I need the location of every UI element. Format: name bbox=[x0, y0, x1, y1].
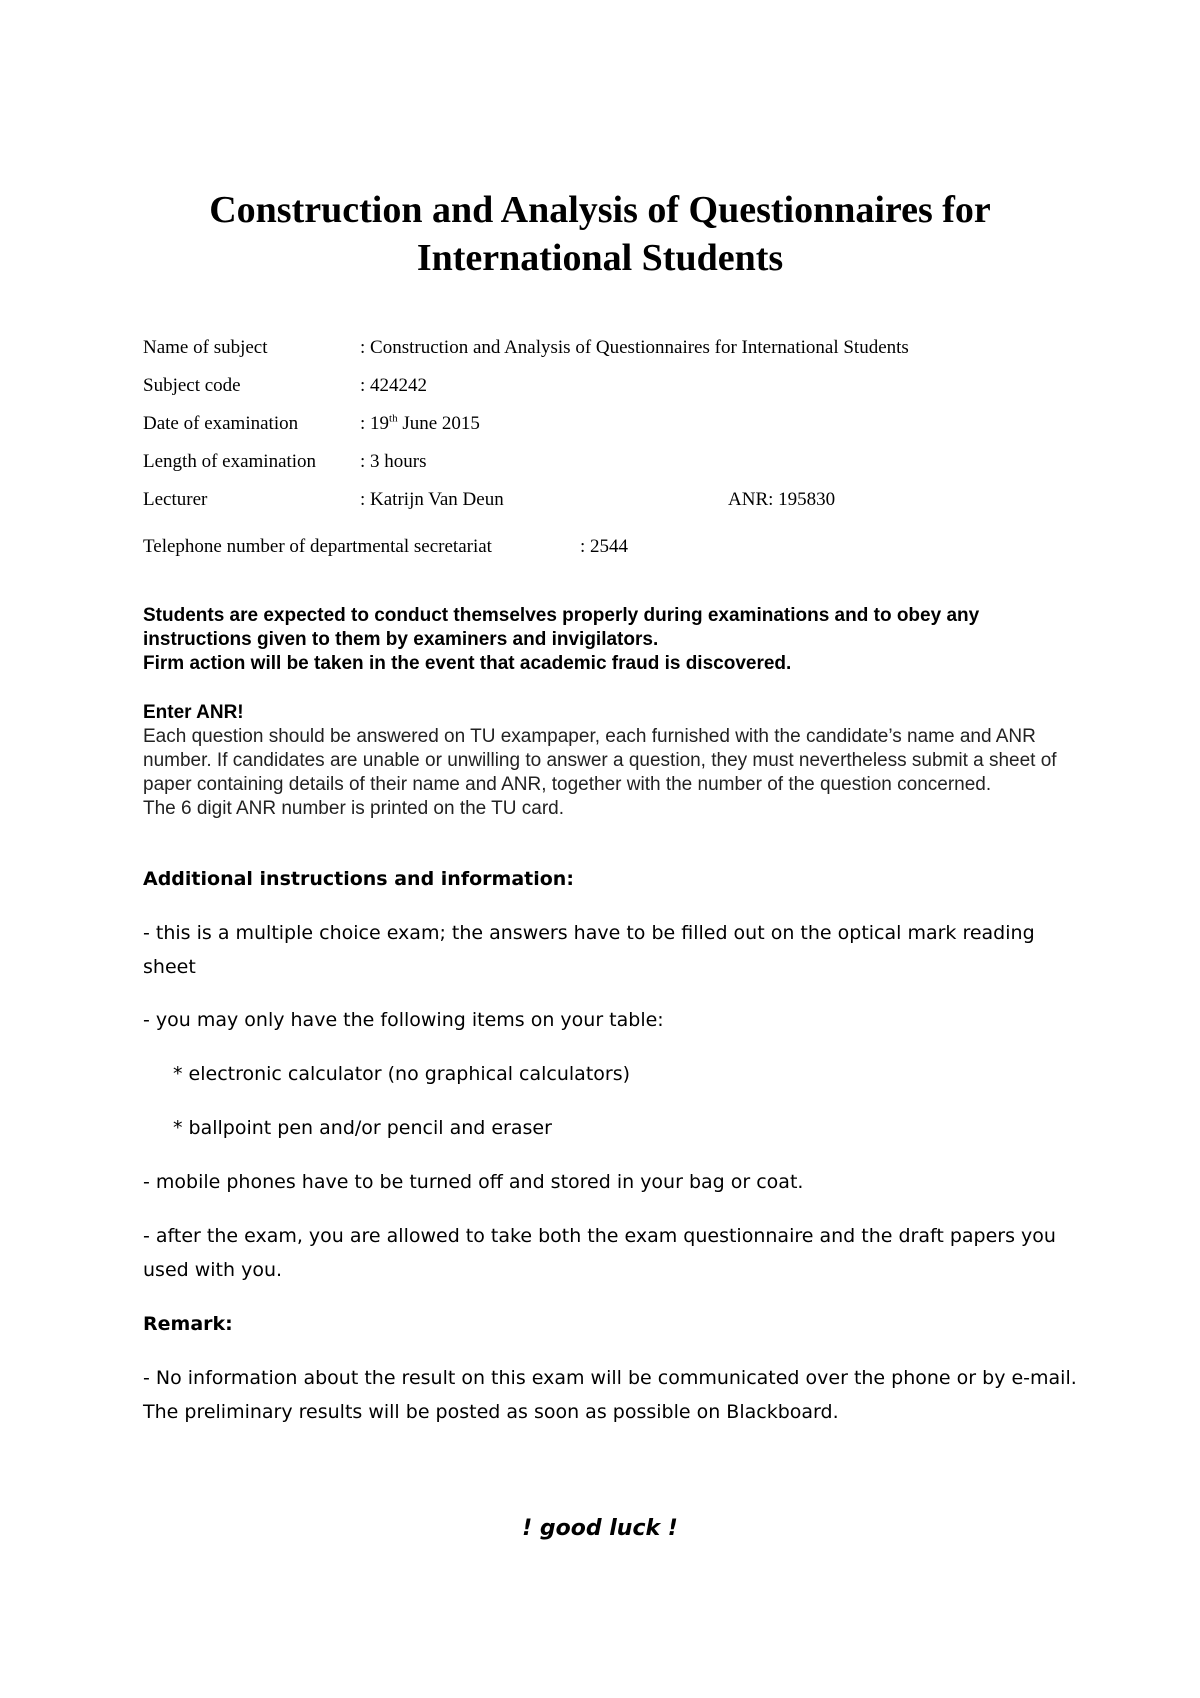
instruction-multiple-choice: - this is a multiple choice exam; the answers have to be filled out on the optical mark reading sheet bbox=[143, 922, 1035, 978]
title-line-2: International Students bbox=[416, 237, 784, 279]
anr-card-note: The 6 digit ANR number is printed on the TU card. bbox=[143, 798, 565, 819]
fraud-warning-text: Firm action will be taken in the event that academic fraud is discovered. bbox=[143, 653, 792, 674]
lecturer-value: : Katrijn Van Deun bbox=[360, 489, 504, 510]
instruction-allowed-items: - you may only have the following items on your table: bbox=[143, 1009, 664, 1031]
title-line-1: Construction and Analysis of Questionnaires for bbox=[209, 189, 991, 231]
conduct-warning bbox=[143, 604, 1083, 676]
subject-code-label: Subject code bbox=[143, 375, 241, 396]
anr-instructions: Each question should be answered on TU exampaper, each furnished with the candidate’s name and ANR number. If candidates are unable or unwilling to answer a question, they must nevertheless submit a sheet of paper containing details of their name and ANR, together with the number of the question concerned. bbox=[143, 726, 1057, 795]
subject-code-value: : 424242 bbox=[360, 375, 428, 396]
allowed-item-calculator: * electronic calculator (no graphical calculators) bbox=[173, 1063, 631, 1085]
additional-heading: Additional instructions and information: bbox=[143, 868, 574, 890]
page-title bbox=[100, 186, 1100, 282]
lecturer-label: Lecturer bbox=[143, 489, 208, 510]
telephone-row bbox=[143, 536, 629, 558]
exam-length-value: : 3 hours bbox=[360, 451, 427, 472]
lecturer-anr: ANR: 195830 bbox=[728, 489, 836, 510]
exam-date-month-year: June 2015 bbox=[397, 413, 480, 434]
exam-date-ordinal: th bbox=[389, 412, 398, 425]
instruction-mobile-phones: - mobile phones have to be turned off and stored in your bag or coat. bbox=[143, 1171, 804, 1193]
anr-section bbox=[143, 701, 1103, 821]
telephone-value: : 2544 bbox=[580, 536, 629, 557]
subject-name-label: Name of subject bbox=[143, 337, 268, 358]
telephone-label: Telephone number of departmental secretariat bbox=[143, 536, 492, 557]
exam-date-label: Date of examination bbox=[143, 413, 299, 434]
allowed-item-pen: * ballpoint pen and/or pencil and eraser bbox=[173, 1117, 552, 1139]
subject-name-value: : Construction and Analysis of Questionnaires for International Students bbox=[360, 337, 909, 358]
exam-date-value bbox=[360, 413, 480, 435]
exam-date-day: : 19 bbox=[360, 413, 390, 434]
remark-heading: Remark: bbox=[143, 1313, 233, 1335]
good-luck-text: ! good luck ! bbox=[522, 1516, 678, 1541]
conduct-warning-text: Students are expected to conduct themselves properly during examinations and to obey any instructions given to them by examiners and invigilators. bbox=[143, 605, 980, 650]
instruction-after-exam: - after the exam, you are allowed to take both the exam questionnaire and the draft papers you used with you. bbox=[143, 1225, 1056, 1281]
exam-length-label: Length of examination bbox=[143, 451, 317, 472]
remark-text: - No information about the result on this exam will be communicated over the phone or by e-mail. The preliminary results will be posted as soon as possible on Blackboard. bbox=[143, 1367, 1077, 1423]
anr-heading: Enter ANR! bbox=[143, 702, 244, 723]
